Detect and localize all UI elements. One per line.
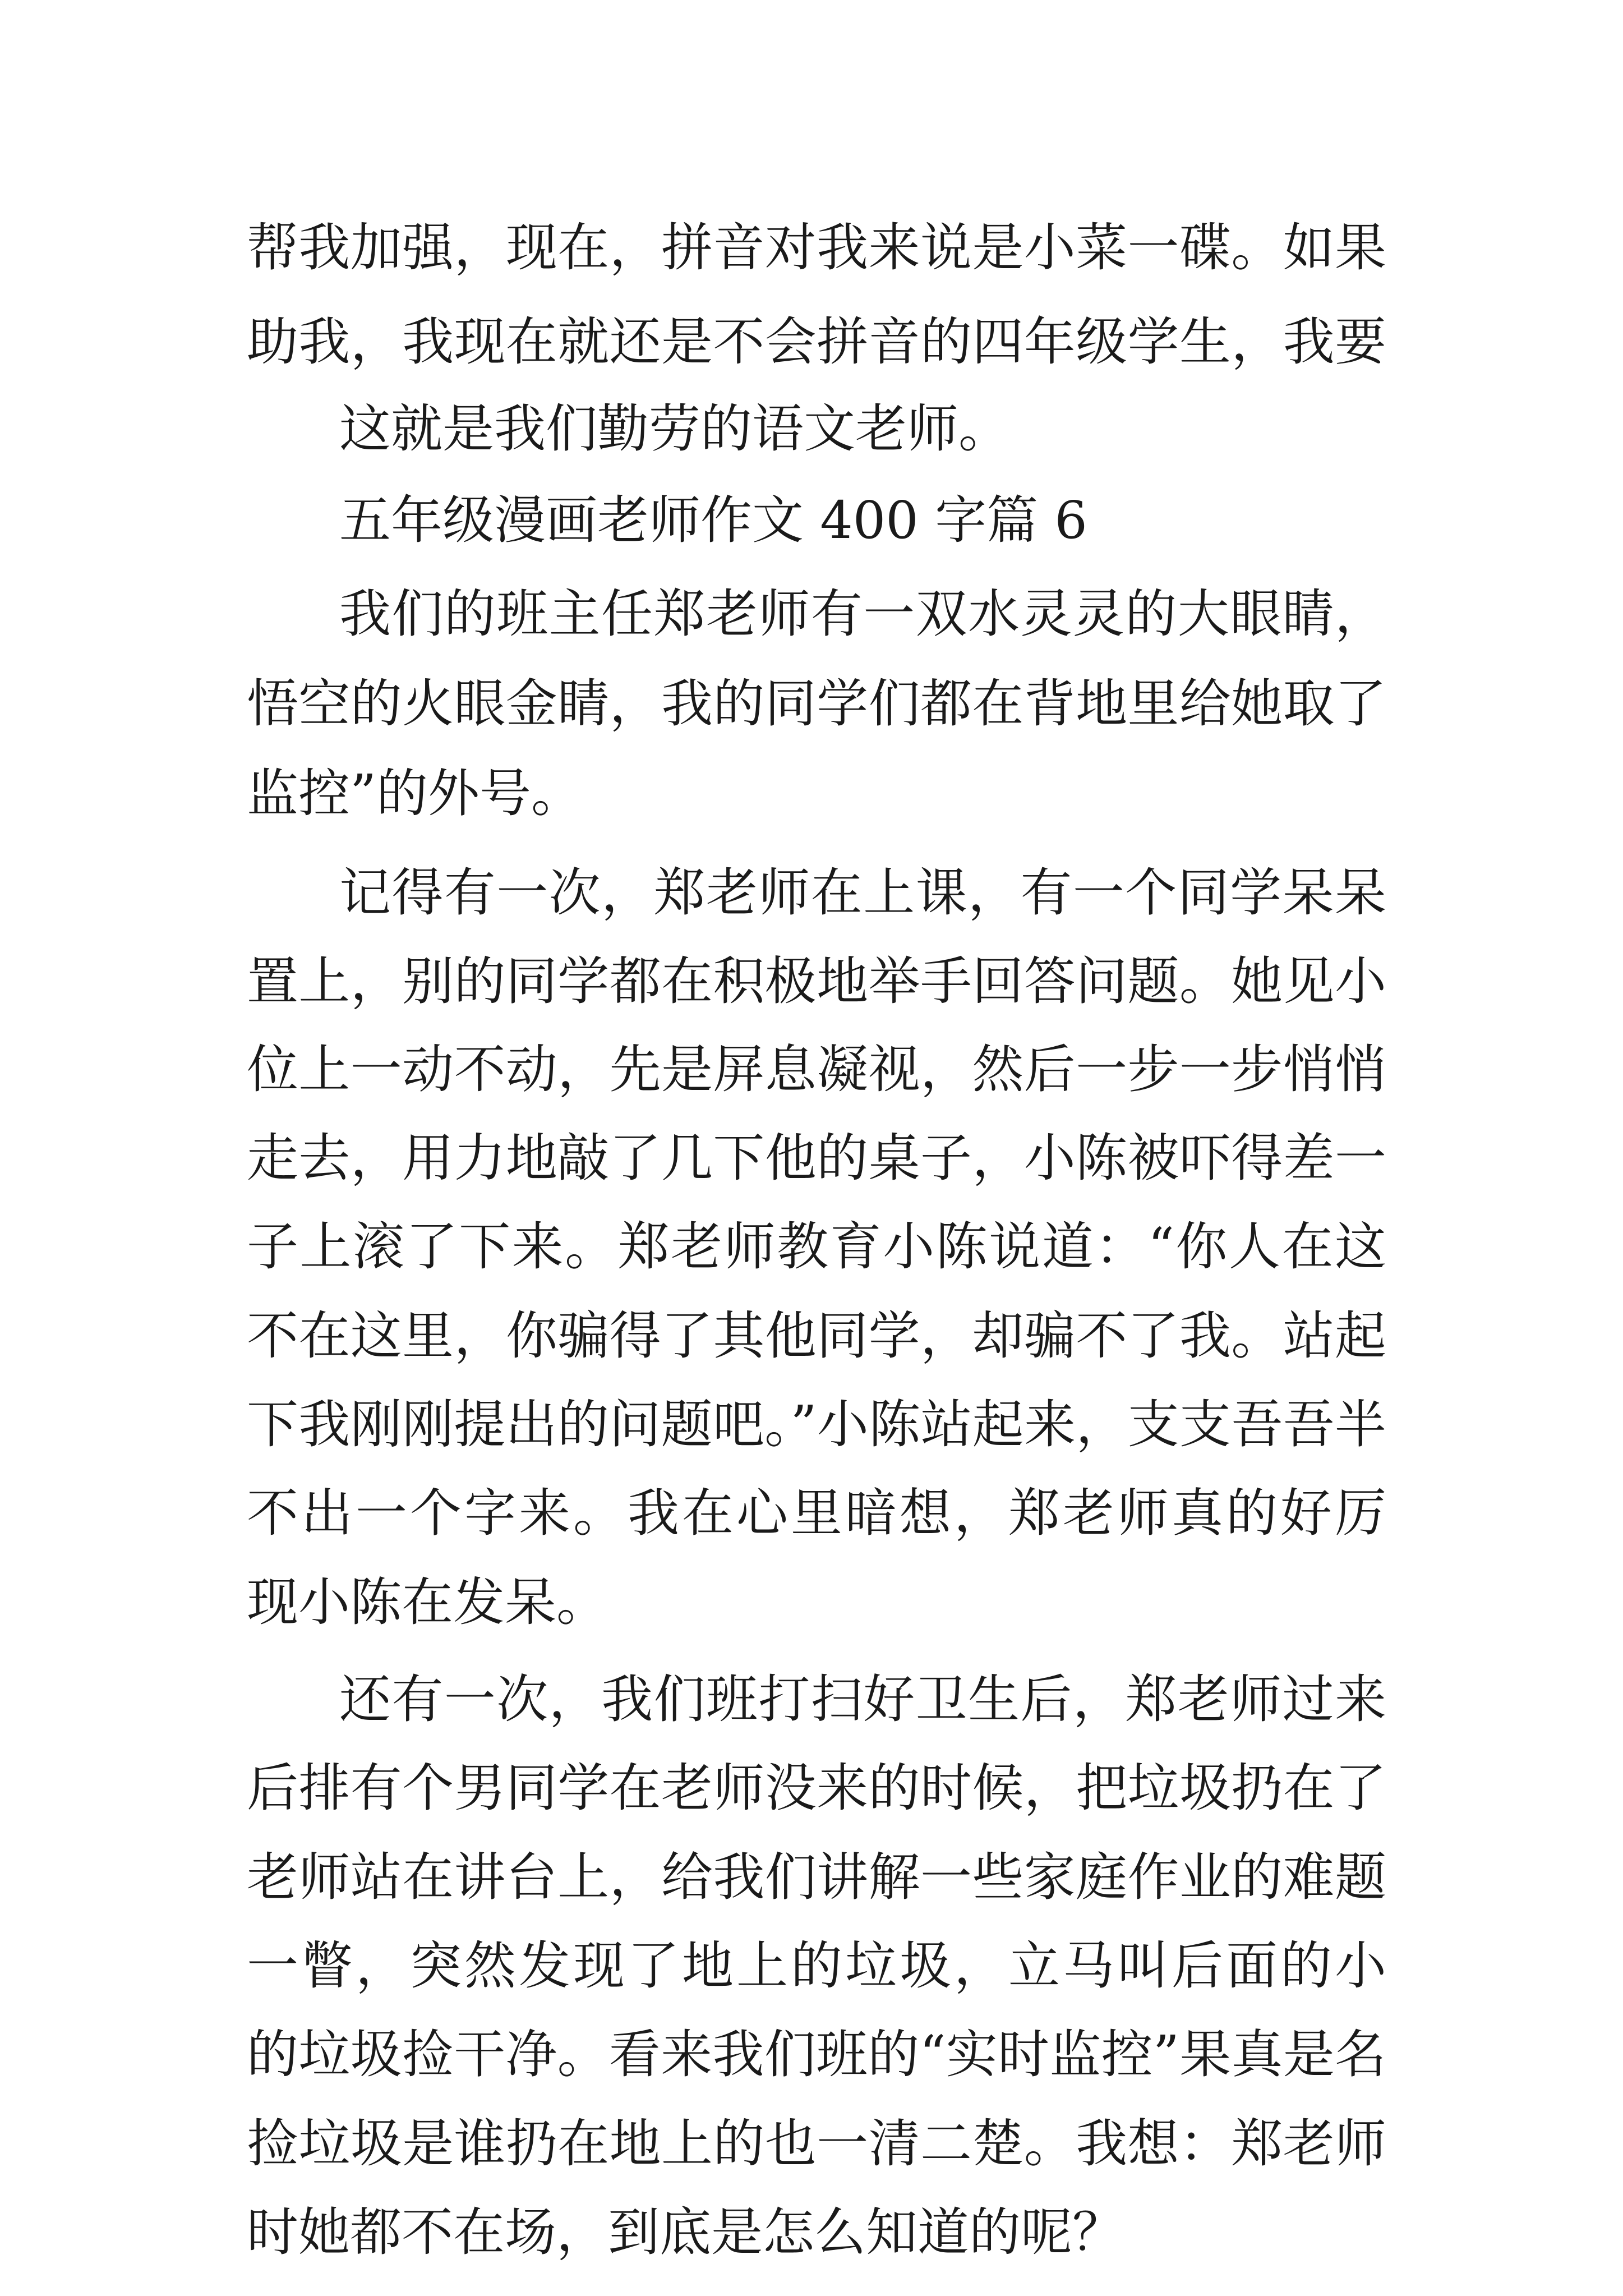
text-line: 我们的班主任郑老师有一双水灵灵的大眼睛， bbox=[339, 584, 1386, 644]
text-line: 时她都不在场，到底是怎么知道的呢？ bbox=[247, 2202, 1124, 2262]
text-line: 下我刚刚提出的问题吧。”小陈站起来，支支吾吾半 bbox=[247, 1395, 1386, 1455]
text-line: 一瞥，突然发现了地上的垃圾，立马叫后面的小 bbox=[247, 1936, 1386, 1996]
text-line: 这就是我们勤劳的语文老师。 bbox=[339, 399, 1011, 459]
text-line: 的垃圾捡干净。看来我们班的“实时监控”果真是名 bbox=[247, 2024, 1386, 2085]
text-line: 还有一次，我们班打扫好卫生后，郑老师过来 bbox=[339, 1669, 1386, 1729]
text-line: 子上滚了下来。郑老师教育小陈说道：“你人在这 bbox=[247, 1217, 1386, 1277]
text-line: 记得有一次，郑老师在上课，有一个同学呆呆 bbox=[339, 863, 1386, 923]
text-line: 老师站在讲台上，给我们讲解一些家庭作业的难题 bbox=[247, 1847, 1386, 1907]
text-line: 现小陈在发呆。 bbox=[247, 1572, 608, 1632]
text-line: 悟空的火眼金睛，我的同学们都在背地里给她取了 bbox=[247, 674, 1386, 734]
text-line: 助我，我现在就还是不会拼音的四年级学生，我要 bbox=[247, 312, 1386, 372]
text-line: 监控”的外号。 bbox=[247, 763, 583, 823]
text-line: 不在这里，你骗得了其他同学，却骗不了我。站起 bbox=[247, 1306, 1386, 1366]
text-line: 帮我加强，现在，拼音对我来说是小菜一碟。如果 bbox=[247, 218, 1386, 278]
text-line: 位上一动不动，先是屏息凝视，然后一步一步悄悄 bbox=[247, 1039, 1386, 1099]
text-line: 后排有个男同学在老师没来的时候，把垃圾扔在了 bbox=[247, 1758, 1386, 1818]
text-line: 不出一个字来。我在心里暗想，郑老师真的好厉 bbox=[247, 1483, 1386, 1543]
section-heading: 五年级漫画老师作文 400 字篇 6 bbox=[339, 490, 1087, 550]
text-line: 走去，用力地敲了几下他的桌子，小陈被吓得差一 bbox=[247, 1128, 1386, 1188]
text-line: 捡垃圾是谁扔在地上的也一清二楚。我想：郑老师 bbox=[247, 2114, 1386, 2174]
text-line: 置上，别的同学都在积极地举手回答问题。她见小 bbox=[247, 951, 1386, 1011]
